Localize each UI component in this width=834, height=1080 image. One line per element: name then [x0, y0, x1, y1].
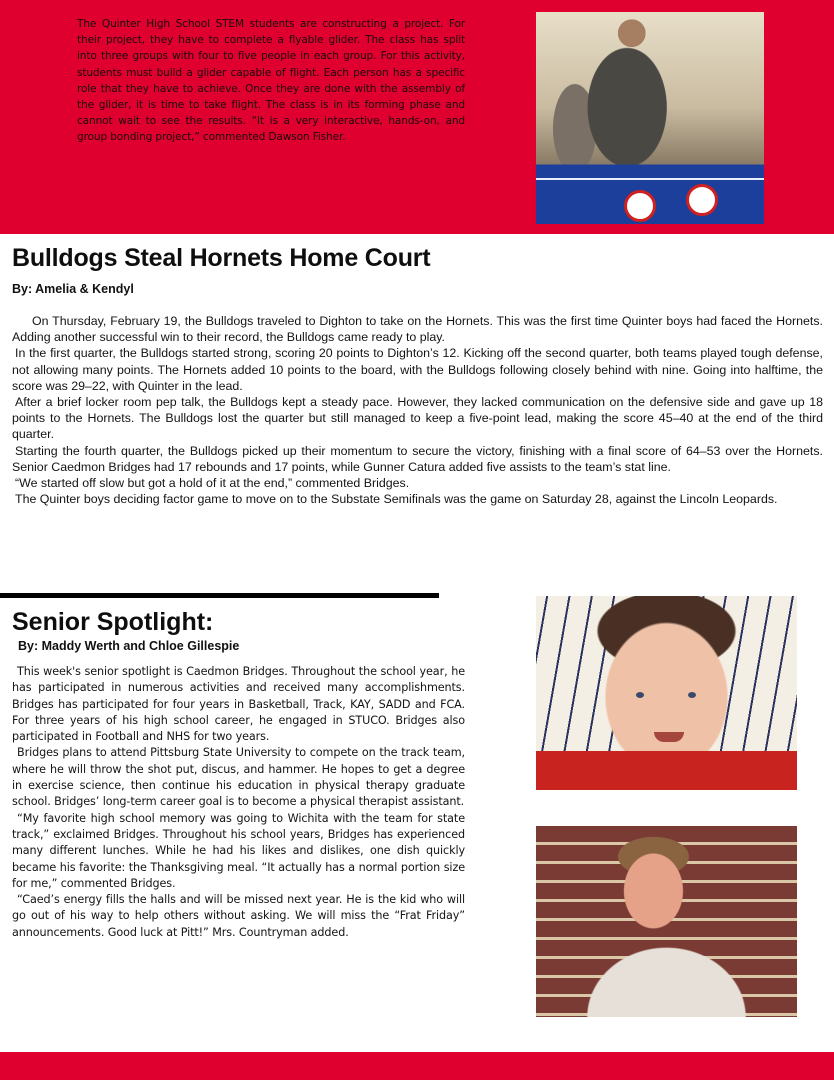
baby-photo: [536, 596, 797, 790]
court-line-decoration: [536, 178, 764, 180]
footer-red-band: [0, 1052, 834, 1080]
stem-story-body: The Quinter High School STEM students are constructing a project. For their project, they have to complete a flyable glider. The class has split into three groups with four to five people in each group. For this activity, students must build a glider capable of flight. Each person has a specific role that they have to achieve. Once they are done with the assembly of the glider, it is time to take flight. The class is in its forming phase and cannot wait to see the results. “It is a very interactive, hands-on, and group bonding project,” commented Dawson Fisher.: [77, 18, 465, 144]
bulldogs-paragraph: “We started off slow but got a hold of it at the end,” commented Bridges.: [15, 476, 410, 491]
senior-spotlight-title: Senior Spotlight:: [12, 608, 214, 636]
spotlight-paragraph: “Caed’s energy fills the halls and will be missed next year. He is the kid who will go out of his way to help others without asking. We will miss the “Frat Friday” announcements. Good luck at Pitt!” Mrs. Countryman added.: [12, 893, 465, 939]
smile-decoration: [654, 732, 684, 742]
senior-spotlight-byline: By: Maddy Werth and Chloe Gillespie: [18, 639, 240, 653]
bulldogs-paragraph: In the first quarter, the Bulldogs started strong, scoring 20 points to Dighton’s 12. Kicking off the second quarter, both teams played tough defense, not allowing many points. The Hornets added 10 points to the board, with the Bulldogs following closely behind with nine. Going into halftime, the score was 29–22, with Quinter in the lead.: [12, 346, 823, 393]
spotlight-paragraph: This week's senior spotlight is Caedmon Bridges. Throughout the school year, he has participated in numerous activities and received many accomplishments. Bridges has participated for four years in Basketball, Track, KAY, SADD and FCA. For three years of his high school career, he engaged in STUCO. Bridges also participated in Football and NHS for two years.: [12, 665, 465, 744]
section-divider-rule: [0, 593, 439, 598]
bulldogs-paragraph: The Quinter boys deciding factor game to move on to the Substate Semifinals was the game on Saturday 28, against the Lincoln Leopards.: [15, 492, 778, 507]
no-sign-icon: [624, 190, 656, 222]
bulldogs-paragraph: Starting the fourth quarter, the Bulldogs picked up their momentum to secure the victory, finishing with a final score of 64–53 over the Hornets. Senior Caedmon Bridges had 17 rebounds and 17 points, while Gunner Catura added five assists to the team’s stat line.: [12, 443, 823, 474]
bulldogs-byline: By: Amelia & Kendyl: [12, 282, 134, 296]
senior-portrait-photo: [536, 826, 797, 1017]
no-sign-icon: [686, 184, 718, 216]
bulldogs-headline: Bulldogs Steal Hornets Home Court: [12, 244, 431, 272]
spotlight-paragraph: “My favorite high school memory was going to Wichita with the team for state track,” exclaimed Bridges. Throughout his school years, Bridges has experienced many different lunches. While he had his likes and dislikes, one dish quickly became his favorite: the Thanksgiving meal. “It actually has a normal portion size for me,” commented Bridges.: [12, 811, 465, 890]
bulldogs-article-body: [12, 313, 823, 507]
spotlight-paragraph: Bridges plans to attend Pittsburg State University to compete on the track team, where he will throw the shot put, discus, and hammer. He hopes to get a degree in exercise science, then continue his education in physical therapy graduate school. Bridges’ long-term career goal is to become a physical therapist assistant.: [12, 746, 465, 809]
stem-glider-photo: [536, 12, 764, 224]
eye-decoration: [688, 692, 696, 698]
bulldogs-paragraph: After a brief locker room pep talk, the Bulldogs kept a steady pace. However, they lacked communication on the defensive side and gave up 18 points to the Hornets. The Bulldogs lost the quarter but still managed to keep a five-point lead, making the score 45–40 at the end of the third quarter.: [12, 395, 823, 442]
eye-decoration: [636, 692, 644, 698]
bulldogs-paragraph: On Thursday, February 19, the Bulldogs traveled to Dighton to take on the Hornets. This was the first time Quinter boys had faced the Hornets. Adding another successful win to their record, the Bulldogs came ready to play.: [12, 314, 823, 345]
senior-spotlight-body: [12, 664, 465, 941]
